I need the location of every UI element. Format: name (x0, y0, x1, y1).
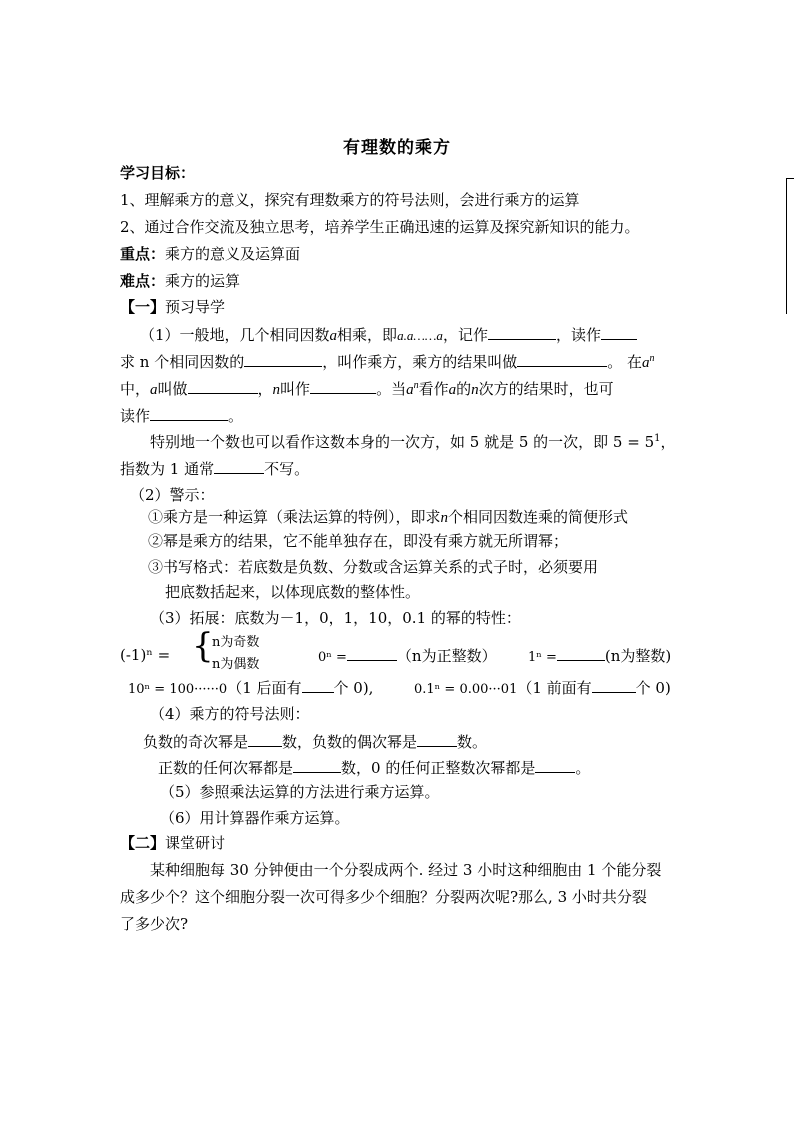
p1-line3 (120, 378, 614, 400)
sign-text: 数。 (457, 733, 488, 751)
blank-tenth-zeros[interactable] (592, 677, 636, 693)
p1-text-l: 。当 (376, 380, 407, 398)
key-point (120, 244, 300, 264)
p1-text-m: 看作 (418, 380, 449, 398)
ten-power (128, 677, 373, 700)
section2-bracket: 【二】 (120, 834, 166, 852)
one-power (528, 645, 671, 668)
difficulty-label: 难点： (120, 272, 166, 290)
blank-reading[interactable] (601, 324, 637, 340)
blank-notation[interactable] (488, 324, 556, 340)
p2-line2 (120, 458, 309, 479)
neg-one-power: (-1)ⁿ = (120, 646, 171, 664)
sign-text: 。 (575, 759, 591, 777)
p1-text-c: ，记作 (442, 326, 488, 344)
objective-item: 1、理解乘方的意义，探究有理数乘方的符号法则，会进行乘方的运算 (120, 191, 580, 209)
blank-zero-power[interactable] (347, 645, 397, 661)
blank-result[interactable] (517, 351, 607, 367)
section2-title: 课堂研讨 (165, 834, 226, 852)
var-a: a (150, 382, 158, 398)
blank-positive-sign[interactable] (293, 757, 341, 773)
p1-text-f: ，叫作乘方，乘方的结果叫做 (322, 353, 518, 371)
margin-bracket-mark (786, 178, 794, 314)
warn-text: 个相同因数连乘的简便形式 (448, 508, 629, 526)
var-n-sup: n (413, 380, 419, 391)
p1-text-g: 。 在 (607, 353, 642, 371)
blank-base[interactable] (188, 378, 258, 394)
p2-text-c: 指数为 1 通常 (120, 460, 215, 478)
tenth-power (414, 677, 671, 700)
p1-text-d: ，读作 (555, 326, 601, 344)
sign-text: 正数的任何次幂都是 (158, 759, 294, 777)
var-n: n (440, 510, 449, 526)
warn-heading: （2）警示： (130, 486, 215, 504)
p1-text-q: 。 (228, 407, 244, 425)
step-6: （6）用计算器作乘方运算。 (160, 809, 350, 827)
var-a: a (448, 382, 457, 398)
problem-line: 成多少个？这个细胞分裂一次可得多少个细胞？分裂两次呢?那么, 3 小时共分裂 (120, 888, 647, 906)
extension-heading: （3）拓展：底数为－1，0，1，10，0.1 的幂的特性： (150, 609, 521, 627)
sign-text: 数，0 的任何正整数次幂都是 (341, 759, 536, 777)
var-a: a (329, 328, 338, 344)
section1-title: 预习导学 (165, 298, 226, 316)
one-cond: (n为整数) (604, 647, 672, 665)
p1-text-e: 求 n 个相同因数的 (120, 353, 245, 371)
tenth-power-text: 个 0) (635, 679, 671, 697)
ten-power-expr: 10ⁿ = 100······0 (128, 682, 228, 697)
one-power-label: 1ⁿ = (528, 650, 557, 665)
blank-zero-result[interactable] (535, 757, 575, 773)
p1-text-a: （1）一般地，几个相同因数 (140, 326, 330, 344)
blank-odd-sign[interactable] (248, 731, 282, 747)
blank-operation[interactable] (244, 351, 322, 367)
p1-text-p: 读作 (120, 407, 151, 425)
zero-power-label: 0ⁿ = (318, 650, 347, 665)
blank-even-sign[interactable] (417, 731, 457, 747)
blank-ten-zeros[interactable] (302, 677, 334, 693)
warn-item-3: ③书写格式：若底数是负数、分数或含运算关系的式子时，必须要用 (148, 558, 599, 576)
sign-rule-line2 (158, 757, 590, 778)
difficulty-text: 乘方的运算 (165, 272, 241, 290)
blank-one-power[interactable] (557, 645, 605, 661)
blank-exponent[interactable] (310, 378, 376, 394)
sign-rule-line1 (143, 731, 487, 752)
p1-text-h: 中， (120, 380, 151, 398)
zero-power (318, 645, 497, 668)
problem-line: 了多少次? (120, 915, 189, 933)
ten-power-text: （1 后面有 (227, 679, 302, 697)
p1-line4 (120, 405, 243, 426)
difficulty (120, 271, 240, 291)
p1-text-n: 的 (456, 380, 472, 398)
left-brace: { (192, 626, 214, 666)
page-title: 有理数的乘方 (343, 138, 451, 158)
sign-text: 负数的奇次幂是 (143, 733, 249, 751)
p1-text-o: 次方的结果时，也可 (478, 380, 614, 398)
section1-heading (120, 297, 225, 317)
p2-line1 (150, 432, 676, 452)
product-expression: a.a……a (397, 328, 443, 343)
var-a: a (406, 382, 414, 398)
p1-text-b: 相乘，即 (337, 326, 398, 344)
p2-text-d: 不写。 (264, 460, 310, 478)
var-a: a (642, 355, 650, 371)
sign-rule-heading: （4）乘方的符号法则： (150, 705, 310, 723)
step-5: （5）参照乘法运算的方法进行乘方运算。 (160, 783, 440, 801)
var-n: n (272, 382, 281, 398)
blank-exponent-one[interactable] (214, 458, 264, 474)
sign-text: 数，负数的偶次幂是 (282, 733, 418, 751)
problem-line: 某种细胞每 30 分钟便由一个分裂成两个. 经过 3 小时这种细胞由 1 个能分裂 (150, 861, 662, 879)
p2-sup: 1 (654, 433, 661, 444)
blank-read-as[interactable] (150, 405, 228, 421)
var-n-sup: n (649, 353, 655, 364)
section1-bracket: 【一】 (120, 298, 166, 316)
warn-item-2: ②幂是乘方的结果，它不能单独存在，即没有乘方就无所谓幂； (148, 532, 569, 550)
case-odd: n为奇数 (212, 635, 260, 650)
warn-text: ①乘方是一种运算（乘法运算的特例），即求 (148, 508, 441, 526)
case-even: n为偶数 (212, 657, 260, 672)
key-point-text: 乘方的意义及运算面 (165, 245, 301, 263)
objective-item: 2、通过合作交流及独立思考，培养学生正确迅速的运算及探究新知识的能力。 (120, 218, 640, 236)
p1-line2 (120, 351, 655, 373)
tenth-power-expr: 0.1ⁿ = 0.00···01 (414, 682, 518, 697)
zero-cond: （n为正整数） (396, 647, 497, 665)
tenth-power-text: （1 前面有 (517, 679, 592, 697)
ten-power-text: 个 0), (333, 679, 374, 697)
p2-text-b: ， (660, 433, 676, 451)
objectives-heading: 学习目标： (120, 164, 196, 182)
p1-text-i: 叫做 (157, 380, 188, 398)
section2-heading (120, 833, 225, 853)
warn-item-3-cont: 把底数括起来，以体现底数的整体性。 (165, 583, 421, 601)
var-n: n (471, 382, 479, 398)
key-point-label: 重点： (120, 245, 166, 263)
warn-item-1 (148, 507, 628, 528)
p1-text-k: 叫作 (280, 380, 311, 398)
p2-text-a: 特别地一个数也可以看作这数本身的一次方，如 5 就是 5 的一次，即 5 = 5 (150, 433, 655, 451)
p1-text-j: ， (257, 380, 273, 398)
p1-line1 (140, 324, 637, 346)
